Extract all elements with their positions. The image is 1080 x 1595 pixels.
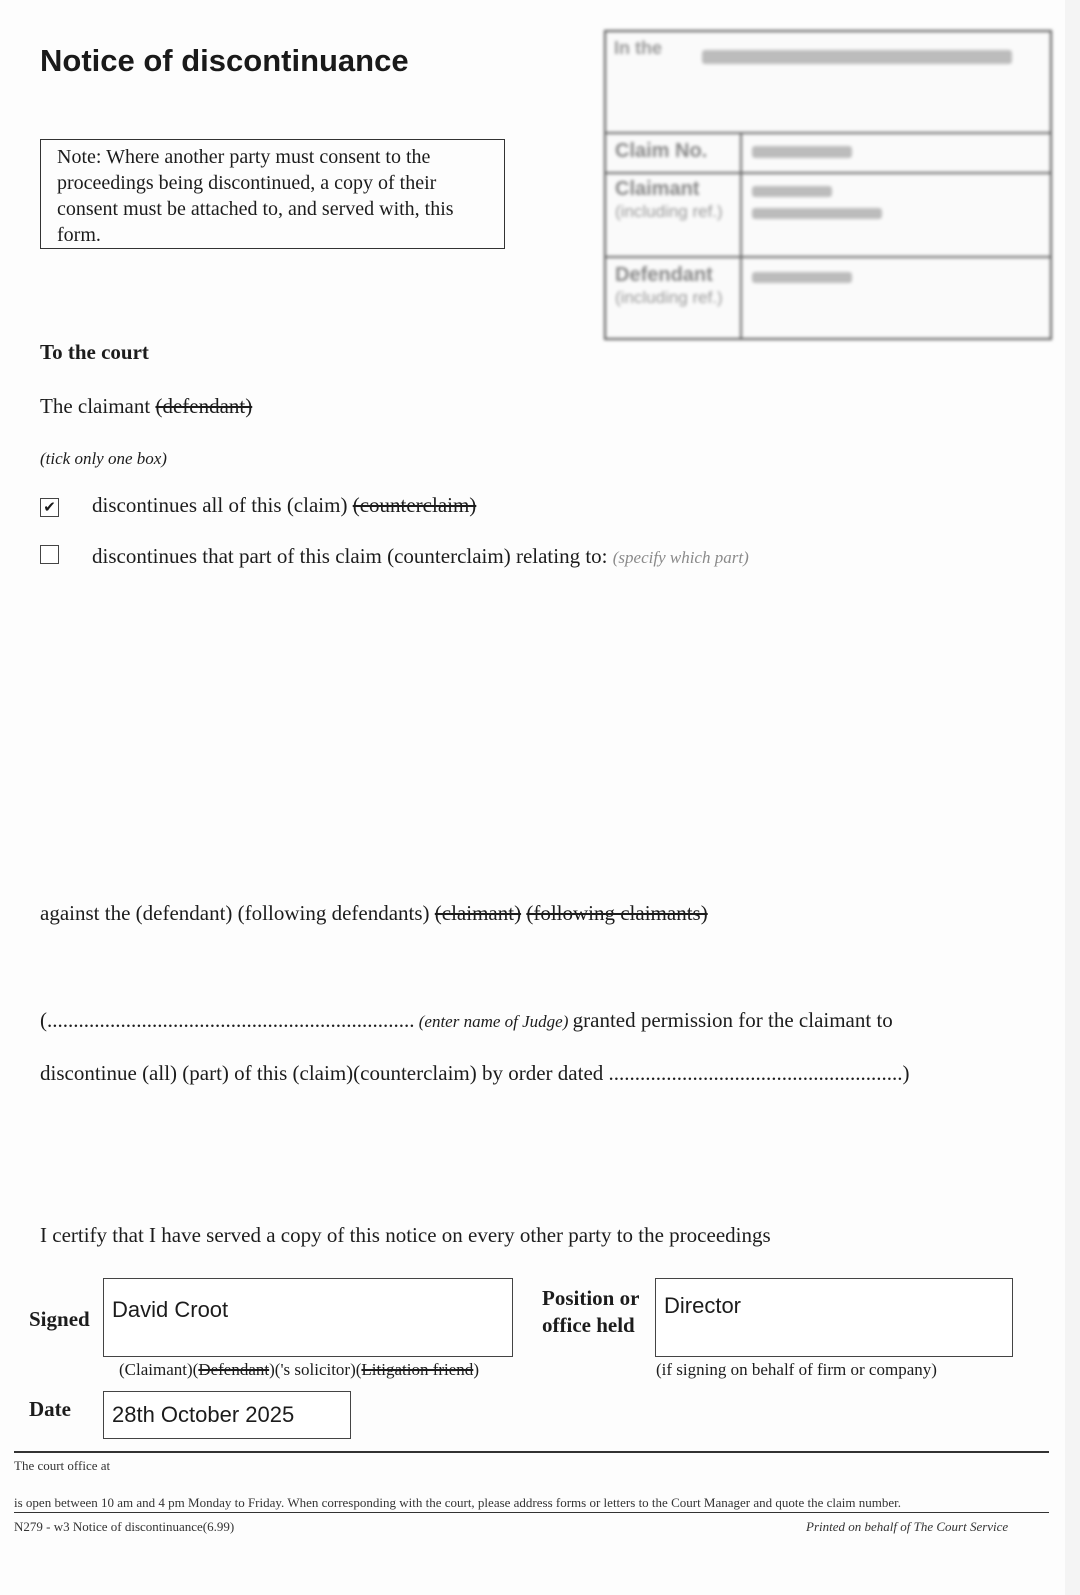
against-struck-claimant: (claimant)	[434, 901, 522, 925]
form-code: N279 - w3 Notice of discontinuance(6.99)	[14, 1519, 235, 1534]
specify-part-hint: (specify which part)	[612, 548, 749, 567]
party-struck: (defendant)	[155, 394, 253, 418]
office-hours-text: is open between 10 am and 4 pm Monday to Friday. When corresponding with the court, please address forms or letters to the Court Manager and quote the claim number.	[14, 1495, 902, 1510]
signed-label: Signed	[29, 1307, 90, 1331]
position-label	[542, 1285, 639, 1339]
court-name-cell	[606, 32, 1050, 134]
redacted-claim-no	[752, 146, 852, 158]
signature-field[interactable]: David Croot	[103, 1278, 513, 1357]
signer-roles	[119, 1360, 479, 1380]
role-litigation-friend-struck: Litigation friend	[361, 1360, 474, 1379]
against-struck-claimants: (following claimants)	[526, 901, 708, 925]
party-line	[40, 394, 252, 419]
claim-no-label: Claim No.	[615, 140, 708, 162]
printed-by: Printed on behalf of The Court Service	[806, 1519, 1009, 1534]
discontinue-all-line	[92, 493, 476, 518]
court-box-divider	[740, 132, 742, 338]
against-text: against the (defendant) (following defendants)	[40, 901, 435, 925]
defendant-row	[606, 258, 1050, 338]
footer-bottom-rule	[14, 1512, 1049, 1513]
defendant-ref-label: (including ref.)	[615, 288, 723, 307]
redacted-claimant-1	[752, 186, 832, 197]
claimant-ref-label: (including ref.)	[615, 202, 723, 221]
date-field[interactable]: 28th October 2025	[103, 1391, 351, 1439]
redacted-defendant	[752, 272, 852, 283]
tick-hint: (tick only one box)	[40, 449, 167, 468]
footer-top-rule	[14, 1451, 1049, 1453]
certify-statement: I certify that I have served a copy of this notice on every other party to the proceedings	[40, 1223, 771, 1247]
to-the-court-heading: To the court	[40, 340, 149, 364]
judge-line	[40, 1008, 893, 1033]
role-solicitor: )('s solicitor)(	[269, 1360, 362, 1379]
discontinue-all-struck: (counterclaim)	[352, 493, 477, 517]
date-label: Date	[29, 1397, 71, 1421]
form-title: Notice of discontinuance	[40, 43, 409, 78]
judge-hint: (enter name of Judge)	[414, 1012, 573, 1031]
discontinue-part-checkbox[interactable]	[40, 545, 59, 564]
redacted-court-name	[702, 50, 1012, 64]
role-defendant-struck: Defendant	[198, 1360, 270, 1379]
discontinue-part-label: discontinues that part of this claim (counterclaim) relating to:	[92, 544, 613, 568]
court-details-box	[604, 30, 1052, 340]
against-line	[40, 901, 708, 926]
judge-dots: (......................................................................	[40, 1008, 415, 1032]
position-field[interactable]: Director	[655, 1278, 1013, 1357]
consent-note: Note: Where another party must consent to the proceedings being discontinued, a copy of their consent must be attached to, and served with, this form.	[40, 139, 505, 249]
role-close: )	[473, 1360, 479, 1379]
claimant-label: Claimant	[615, 178, 700, 200]
order-line: discontinue (all) (part) of this (claim)(counterclaim) by order dated ........................................................)	[40, 1061, 910, 1085]
redacted-claimant-2	[752, 208, 882, 219]
position-hint: (if signing on behalf of firm or company)	[656, 1360, 937, 1379]
position-label-line-1: Position or	[542, 1286, 640, 1310]
role-claimant: (Claimant)(	[119, 1360, 199, 1379]
in-the-label: In the	[614, 38, 662, 58]
judge-text: granted permission for the claimant to	[572, 1008, 893, 1032]
claimant-row	[606, 174, 1050, 258]
party-prefix: The claimant	[40, 394, 156, 418]
defendant-label: Defendant	[615, 264, 713, 286]
discontinue-all-label: discontinues all of this (claim)	[92, 493, 353, 517]
discontinue-all-checkbox[interactable]: ✔	[40, 498, 59, 517]
discontinue-part-line	[92, 544, 749, 569]
court-office-label: The court office at	[14, 1458, 111, 1473]
claim-no-row	[606, 132, 1050, 174]
position-label-line-2: office held	[542, 1313, 635, 1337]
